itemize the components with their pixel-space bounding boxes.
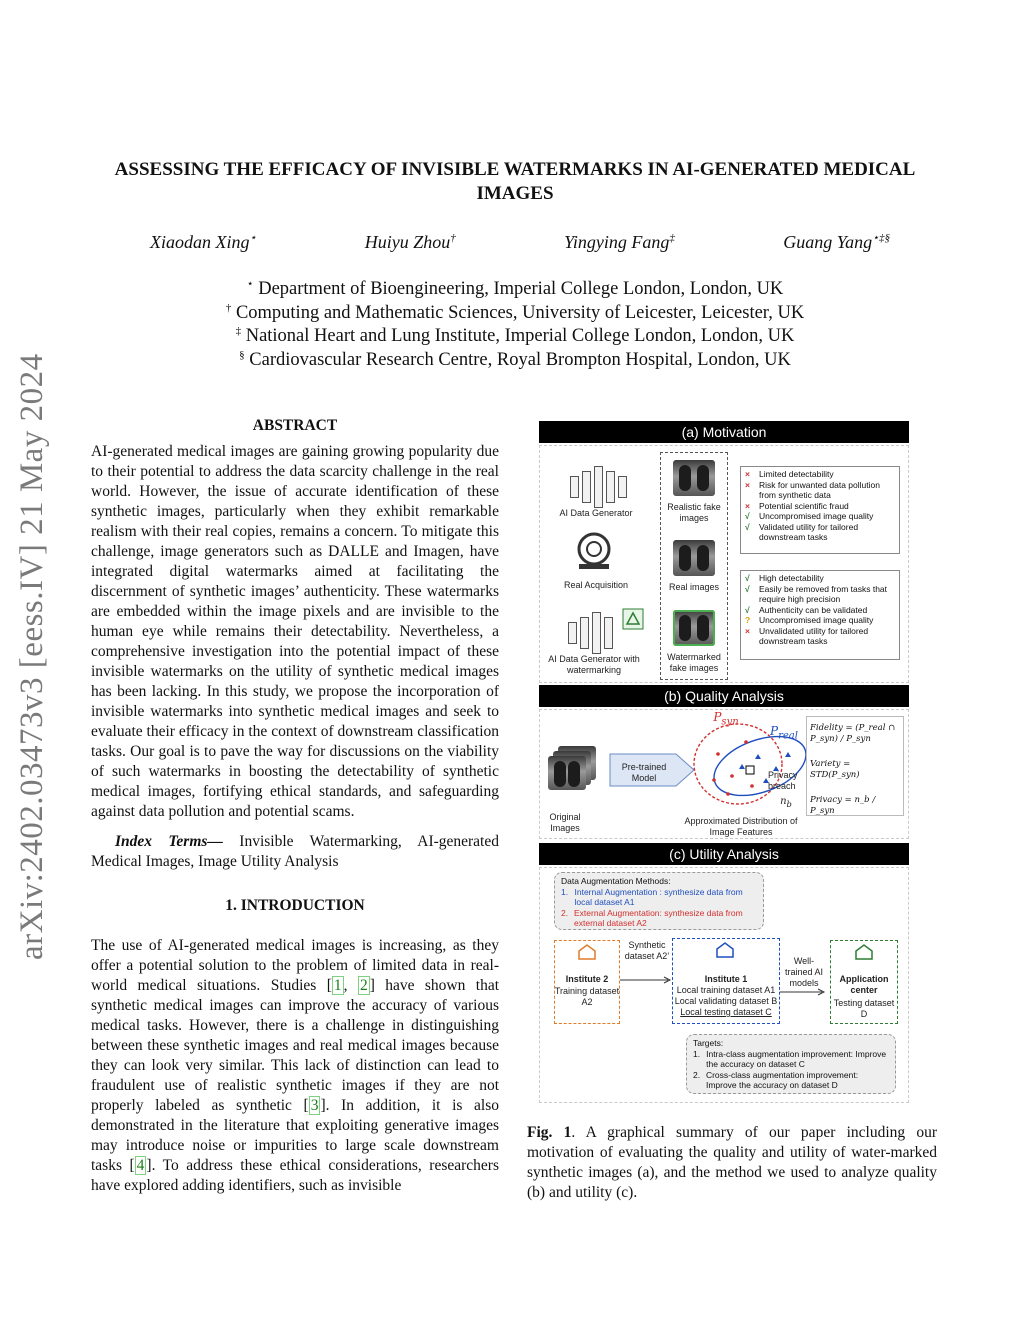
abstract-text: AI-generated medical images are gaining growing popularity due to their potential to address the data scarcity challenge in the real world. However, the issue of accurate identification of these synthetic images, particularly when they exhibit remarkable realism with their real copies, remains a concern. To mitigate this challenge, image generators such as DALLE and Imagen, have integrated digital watermarks aimed at facilitating the discernment of synthetic images’ authenticity. These watermarks are embedded within the image pixels and are invisible to the human eye while remains their detectability. Nevertheless, a comprehensive investigation into the potential impact of these invisible watermarks on the utility of synthetic medical images has been lacking. In this study, we propose the incorporation of invisible watermarks into synthetic medical images and seek to evaluate their efficacy in the context of downstream classification tasks. Our goal is to pave the way for discussions on the viability of such watermarks in boosting the detectability of synthetic medical images, fortifying ethical standards, and safeguarding against data pollution and potential scams. <box>91 443 499 820</box>
institute-2-sub: Training dataset A2 <box>554 986 620 1007</box>
watermark-icon <box>622 608 644 630</box>
variety-formula: Variety = STD(P_syn) <box>810 759 860 780</box>
motivation-list-1: × Limited detectability × Risk for unwanted data pollution from synthetic data × Potential scientific fraud √ Uncompromised image quality √ Validated utility for tailored downstream tasks <box>740 466 900 554</box>
nb-label: $n_b$ <box>780 796 792 809</box>
author: Yingying Fang‡ <box>564 232 675 252</box>
building-icon <box>855 944 873 960</box>
xray-image-watermarked <box>673 610 715 646</box>
affiliation: † Computing and Mathematic Sciences, University of Leicester, Leicester, UK <box>225 301 805 323</box>
privacy-formula: Privacy = n_b / P_syn <box>810 795 876 816</box>
building-icon <box>716 942 734 958</box>
watermarked-fake-label: Watermarked fake images <box>667 652 721 673</box>
institute-1-label: Institute 1 <box>704 974 748 984</box>
intro-text: The use of AI-generated medical images is increasing, as they offer a potential solution to the problem of limited data in real-world medical situations. Studies [ 1 , 2 ] have shown that synthetic medical images can improve the accuracy of various medical tasks. However, there is a challenge in distinguishing between these synthetic images and real medical images because they can look very similar. This lack of distinction can lead to fraudulent use of realistic synthetic images if they are not properly labeled as synthetic [ 3 ]. In addition, it is also demonstrated in the literature that exploiting generative images may introduce noise or impurities to large scale downstream tasks [ 4 ]. To address these ethical considerations, researchers have explored adding identifiers, such as invisible <box>91 937 500 1194</box>
neural-network-icon <box>568 612 613 654</box>
institute-1-line: Local training dataset A1 <box>676 985 776 995</box>
panel-b <box>539 709 909 839</box>
xray-stack <box>548 756 586 790</box>
author: Huiyu Zhou† <box>364 232 456 252</box>
neural-network-icon <box>570 466 627 508</box>
approx-distribution-label: Approximated Distribution of Image Features <box>684 816 798 837</box>
xray-image <box>673 460 715 496</box>
author: Guang Yang⋆‡§ <box>783 232 890 252</box>
figure-1 <box>539 421 909 1103</box>
paper-title: ASSESSING THE EFFICACY OF INVISIBLE WATERMARKS IN AI-GENERATED MEDICAL IMAGES <box>114 159 916 204</box>
author-list <box>150 232 890 253</box>
panel-a <box>539 445 909 683</box>
well-trained-label: Well-trained AI models <box>784 956 824 988</box>
citation-link[interactable]: 3 <box>310 1097 319 1114</box>
affiliation: § Cardiovascular Research Centre, Royal Brompton Hospital, London, UK <box>239 348 791 370</box>
targets-box: Targets: 1. Intra-class augmentation improvement: Improve the accuracy on dataset C 2. Cross-class augmentation improvement: Improve the accuracy on dataset D <box>686 1034 896 1094</box>
mri-scanner-icon <box>573 530 615 572</box>
real-acquisition-label: Real Acquisition <box>563 580 629 590</box>
arrow-icon <box>780 988 828 996</box>
institute-1-line: Local testing dataset C <box>680 1007 772 1017</box>
index-terms: Index Terms— Invisible Watermarking, AI-generated Medical Images, Image Utility Analysis <box>91 833 499 870</box>
building-icon <box>578 944 596 960</box>
citation-link[interactable]: 4 <box>136 1157 145 1174</box>
pretrained-model-label: Pre-trained Model <box>621 762 667 783</box>
metrics-box <box>806 716 904 816</box>
affiliation: ‡ National Heart and Lung Institute, Imperial College London, London, UK <box>235 325 795 346</box>
xray-image <box>673 540 715 576</box>
institute-1-line: Local validating dataset B <box>674 996 778 1006</box>
panel-c <box>539 867 909 1103</box>
institute-2-label: Institute 2 <box>565 974 609 984</box>
ai-generator-label: AI Data Generator <box>559 508 633 518</box>
abstract-heading: ABSTRACT <box>252 417 338 434</box>
intro-heading: 1. INTRODUCTION <box>225 897 365 914</box>
original-images-label: Original Images <box>549 812 581 833</box>
affiliations <box>120 278 910 372</box>
panel-a-title: (a) Motivation <box>539 421 909 443</box>
p-syn-label: $P_{syn}$ <box>713 710 739 728</box>
affiliation: ⋆ Department of Bioengineering, Imperial College London, London, UK <box>246 278 784 299</box>
left-column <box>91 416 499 1196</box>
augmentation-methods: Data Augmentation Methods: 1. Internal Augmentation : synthesize data from local dataset A1 2. External Augmentation: synthesize data from external dataset A2 <box>554 872 764 930</box>
author: Xiaodan Xing⋆ <box>150 232 257 252</box>
citation-link[interactable]: 2 <box>359 977 368 994</box>
application-center-label: Application center <box>839 974 889 995</box>
realistic-fake-label: Realistic fake images <box>667 502 721 523</box>
arrow-icon <box>620 976 674 984</box>
panel-c-title: (c) Utility Analysis <box>539 843 909 865</box>
synthetic-dataset-label: Synthetic dataset A2’ <box>624 940 670 961</box>
application-center-sub: Testing dataset D <box>833 998 895 1019</box>
p-real-label: $P_{real}$ <box>770 724 798 742</box>
panel-b-title: (b) Quality Analysis <box>539 685 909 707</box>
privacy-breach-label: Privacy breach <box>768 770 798 791</box>
figure-caption: Fig. 1. A graphical summary of our paper including our motivation of evaluating the quality and utility of water-marked synthetic images (a), and the method we used to analyze quality (b) and utility (c). <box>527 1124 937 1201</box>
ai-generator-watermark-label: AI Data Generator with watermarking <box>548 654 640 675</box>
real-images-label: Real images <box>668 582 720 592</box>
fidelity-formula: Fidelity = (P_real ∩ P_syn) / P_syn <box>810 723 896 744</box>
motivation-list-2: √ High detectability √ Easily be removed from tasks that require high precision √ Authenticity can be validated ? Uncompromised image quality × Unvalidated utility for tailored downstream tasks <box>740 570 900 660</box>
citation-link[interactable]: 1 <box>333 977 342 994</box>
arxiv-identifier: arXiv:2402.03473v3 [eess.IV] 21 May 2024 <box>14 353 50 960</box>
